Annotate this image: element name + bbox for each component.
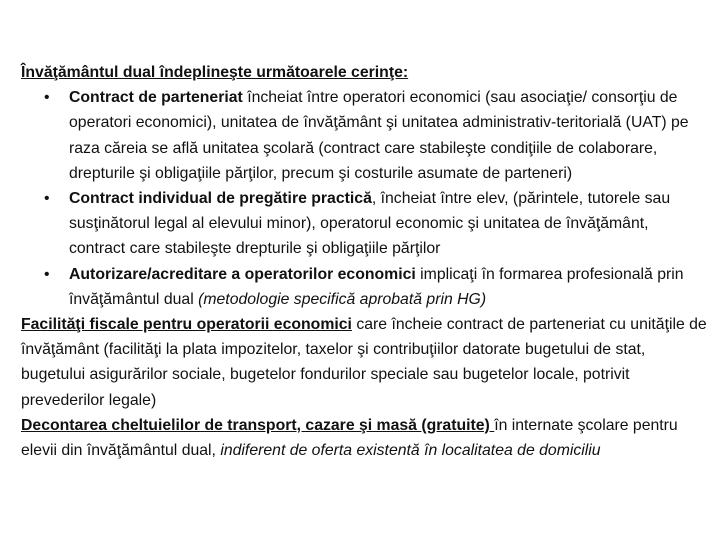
fiscal-facilities-text: care încheie contract de parteneriat cu unităţile de învăţământ (facilităţi la plata impozitelor, taxelor şi contribuţiilor datorate bugetului de stat, bugetului asigurărilor sociale, bugetelor fondurilor speciale sau bugetelor locale, potrivit prevederilor legale) (21, 316, 707, 409)
bullet-bold-term: Contract individual de pregătire practică (69, 190, 372, 208)
cost-settlement-italic: indiferent de oferta existentă în localitatea de domiciliu (220, 442, 601, 460)
fiscal-facilities-term: Facilităţi fiscale pentru operatorii economici (21, 316, 352, 334)
bullet-italic-note: (metodologie specifică aprobată prin HG) (198, 290, 487, 308)
bullet-text: implicaţi în formarea profesională prin învăţământul dual (69, 265, 684, 308)
bullet-icon: • (44, 190, 50, 208)
cost-settlement-paragraph (21, 413, 707, 463)
fiscal-facilities-paragraph (21, 312, 707, 413)
bullet-icon: • (44, 265, 50, 283)
bullet-bold-term: Contract de parteneriat (69, 89, 243, 107)
bullet-icon: • (44, 89, 50, 107)
list-item (21, 262, 707, 312)
requirements-list (21, 85, 707, 312)
list-item (21, 186, 707, 262)
cost-settlement-text: în internate şcolare pentru elevii din învăţământul dual, (21, 416, 678, 460)
bullet-bold-term: Autorizare/acreditare a operatorilor economici (69, 265, 416, 283)
cost-settlement-term: Decontarea cheltuielilor de transport, cazare şi masă (gratuite) (21, 416, 495, 434)
section-heading: Învăţământul dual îndeplineşte următoarele cerinţe: (21, 64, 409, 81)
bullet-text: , încheiat între elev, (părintele, tutorele sau susţinătorul legal al elevului minor), operatorul economic şi unitatea de învăţământ, contract care stabileşte drepturile şi obligaţiile părţilor (69, 190, 671, 258)
slide-content (21, 60, 707, 463)
bullet-text: încheiat între operatori economici (sau asociaţie/ consorţiu de operatori economici), unitatea de învăţământ şi unitatea administrativ-teritorială (UAT) pe raza căreia se află unitatea şcolară (contract care stabileşte condiţiile de colaborare, drepturile şi obligaţiile părţilor, precum şi costurile asumate de parteneri) (69, 89, 689, 182)
list-item (21, 85, 707, 186)
